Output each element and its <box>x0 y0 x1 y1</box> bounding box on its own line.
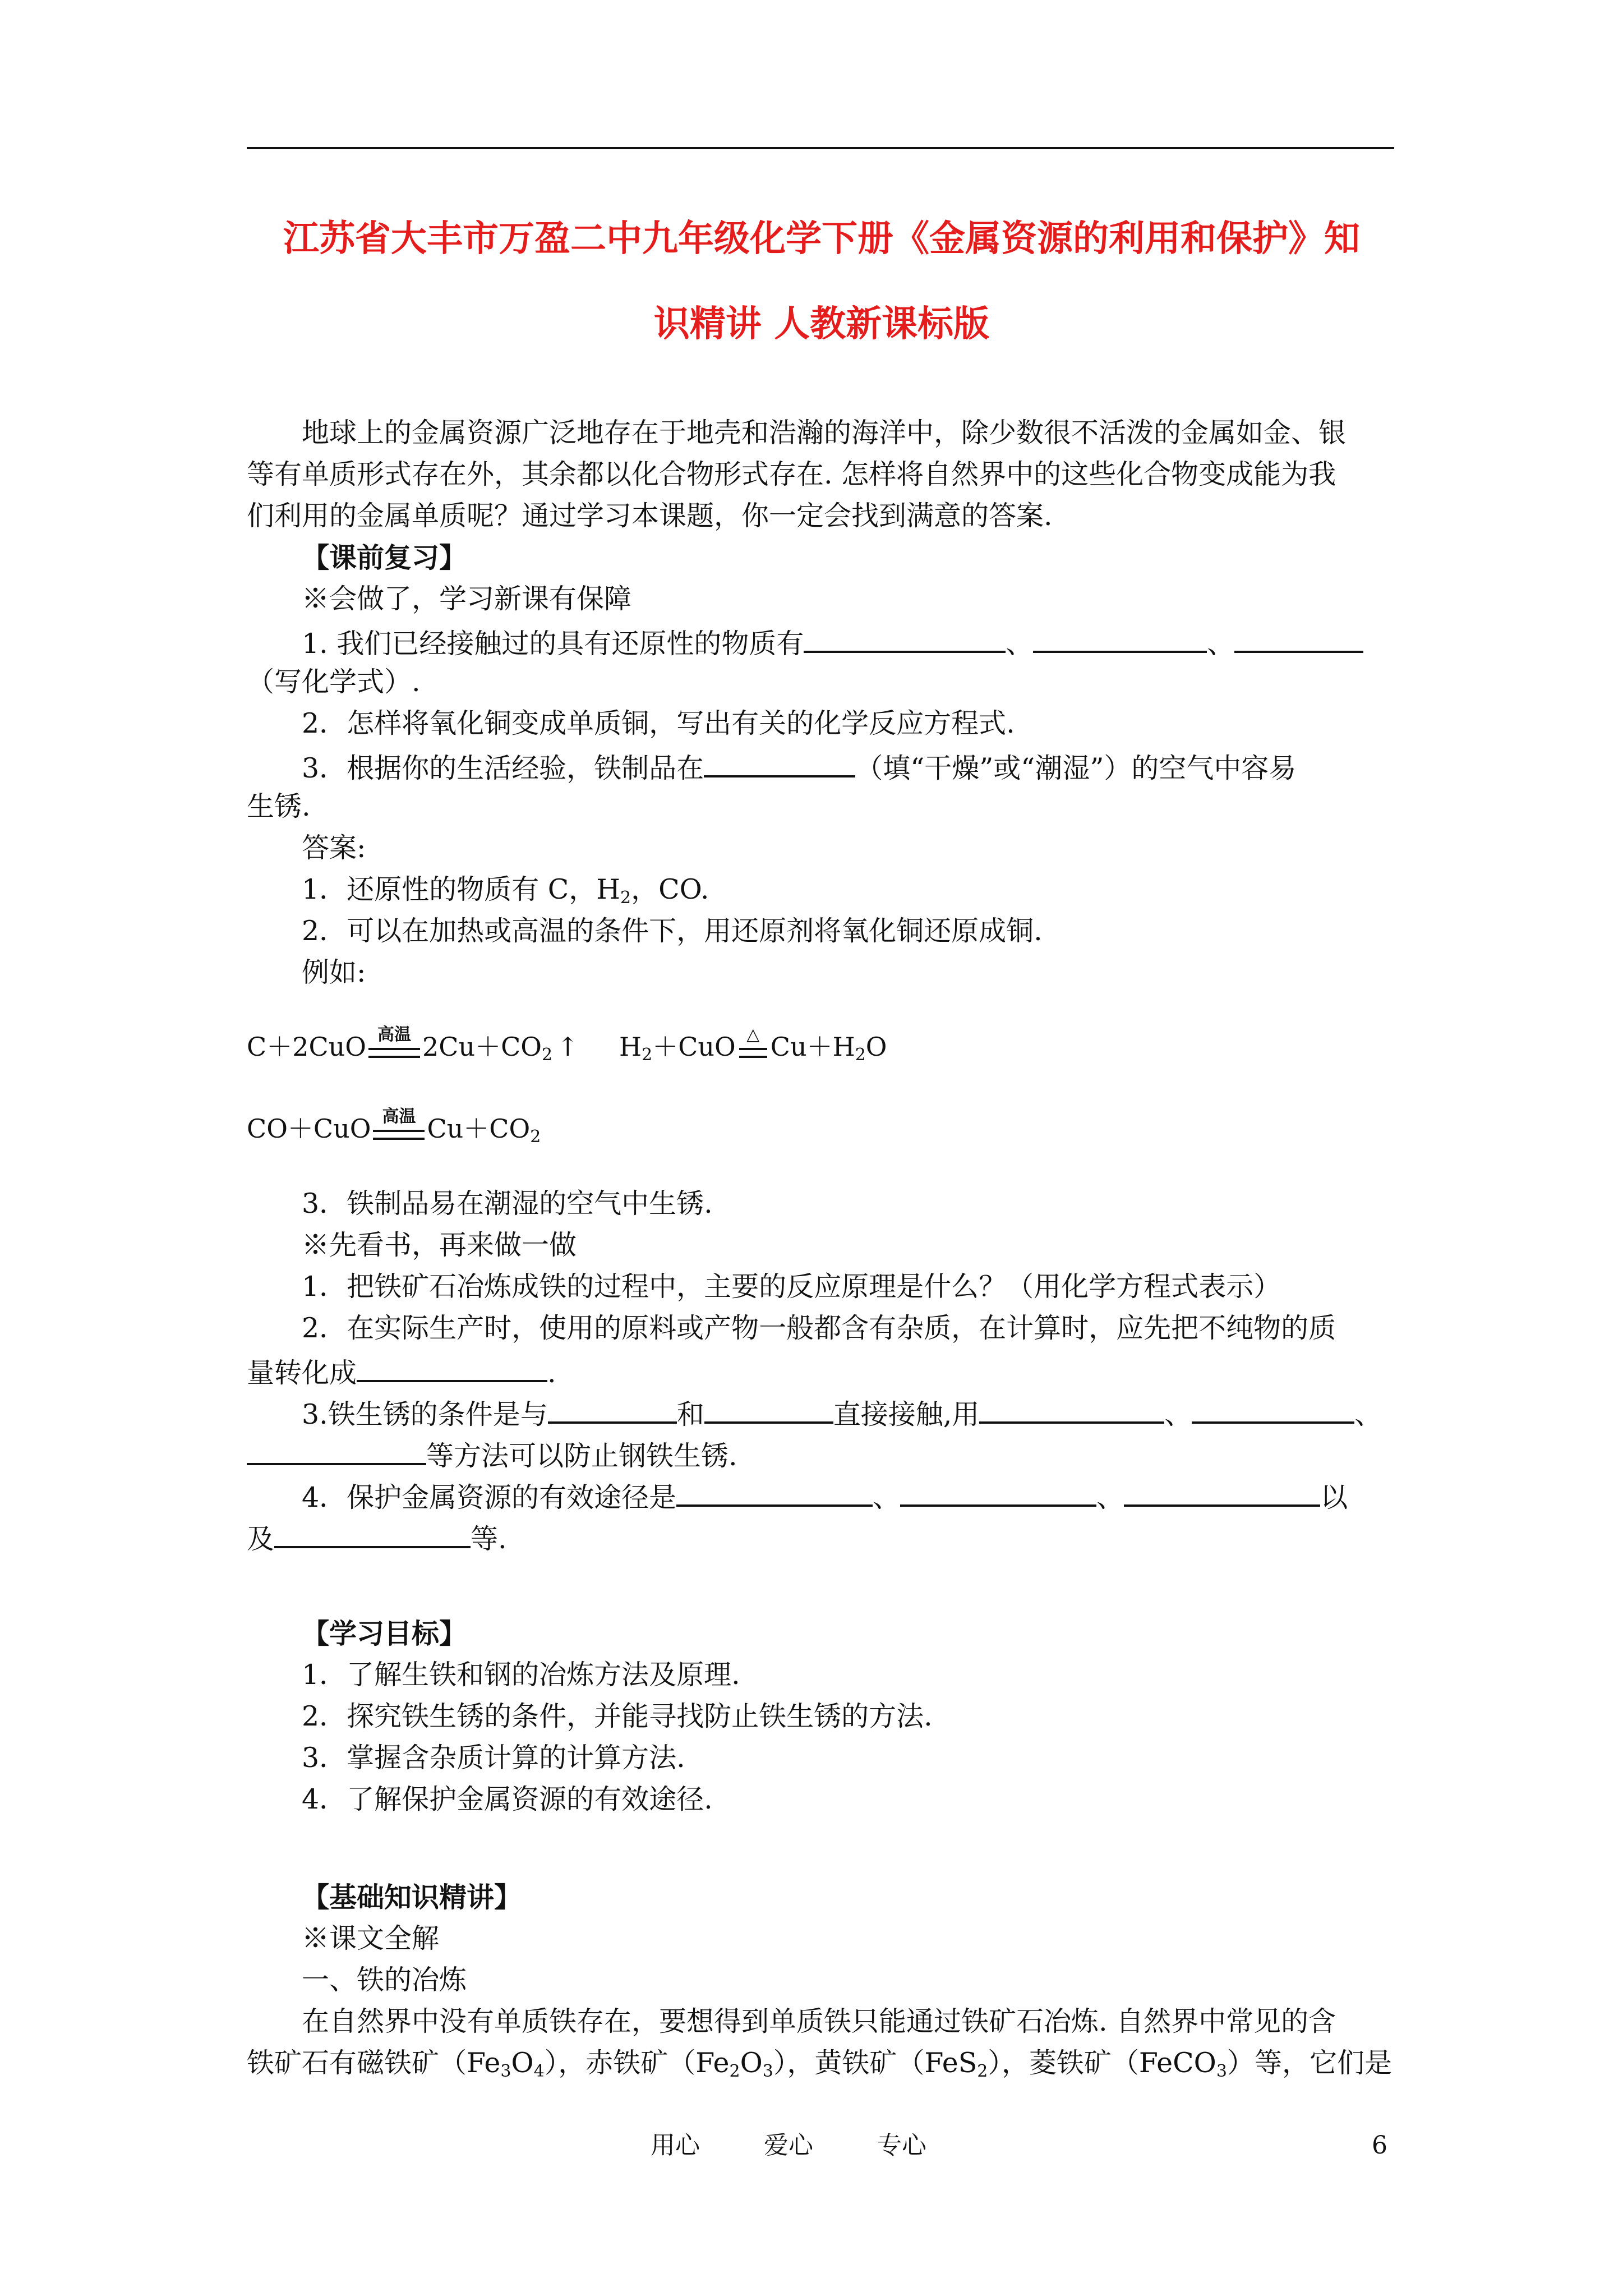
text-run: ），菱铁矿（FeCO <box>988 2047 1216 2079</box>
separator: 、 <box>1096 1481 1124 1513</box>
footer-slogan-2: 爱心 <box>764 2131 813 2160</box>
page-number: 6 <box>1372 2131 1387 2160</box>
subscript: 3 <box>1216 2062 1227 2081</box>
preread-question-2: 2．在实际生产时，使用的原料或产物一般都含有杂质，在计算时，应先把不纯物的质 <box>302 1312 1336 1344</box>
text-run: ），黄铁矿（FeS <box>773 2047 978 2079</box>
review-question-1-text: 1. 我们已经接触过的具有还原性的物质有 <box>302 628 804 660</box>
preread-question-3-end <box>247 1437 737 1472</box>
body-paragraph-line-1: 在自然界中没有单质铁存在，要想得到单质铁只能通过铁矿石冶炼. 自然界中常见的含 <box>302 2005 1336 2037</box>
section-heading: 一、铁的冶炼 <box>302 1964 467 1996</box>
text-run: ），赤铁矿（Fe <box>544 2047 730 2079</box>
answer-blank[interactable] <box>1192 1396 1354 1424</box>
separator: 、 <box>1207 628 1235 660</box>
preread-question-2-text: 量转化成 <box>247 1357 357 1389</box>
condition-heat <box>736 1025 771 1062</box>
answer-blank[interactable] <box>1234 625 1363 653</box>
document-title-line-1: 江苏省大丰市万盈二中九年级化学下册《金属资源的利用和保护》知 <box>283 218 1360 260</box>
equation-1 <box>247 1025 579 1065</box>
answer-blank[interactable] <box>804 625 1006 653</box>
preread-question-4-text-b: 以 <box>1320 1481 1348 1513</box>
preread-question-2-end <box>247 1354 556 1389</box>
equation-reactants: H <box>619 1032 642 1062</box>
review-heading: 【课前复习】 <box>302 541 467 574</box>
equation-3 <box>247 1107 541 1147</box>
example-label: 例如: <box>302 956 366 988</box>
answer-blank[interactable] <box>704 749 855 777</box>
intro-line-3: 们利用的金属单质呢？通过学习本课题，你一定会找到满意的答案. <box>247 500 1053 532</box>
footer-slogan-1: 用心 <box>651 2131 700 2160</box>
answer-blank[interactable] <box>1033 625 1207 653</box>
answer-1-text: 1．还原性的物质有 C，H <box>302 873 620 905</box>
objective-item: 4．了解保护金属资源的有效途径. <box>302 1783 713 1815</box>
condition-high-temp <box>371 1107 427 1144</box>
review-question-1-end: （写化学式）. <box>247 666 421 698</box>
subscript: 3 <box>762 2062 773 2081</box>
equation-reactants-b: ＋CuO <box>652 1032 736 1062</box>
preread-question-4-text-c: 及 <box>247 1523 275 1555</box>
objectives-heading: 【学习目标】 <box>302 1617 467 1650</box>
preread-question-3-text: 3.铁生锈的条件是与 <box>302 1398 548 1430</box>
equation-products: Cu＋CO <box>427 1114 531 1144</box>
equation-products: Cu＋H <box>770 1032 855 1062</box>
equation-reactants: C＋2CuO <box>247 1032 366 1062</box>
preread-question-4 <box>302 1479 1348 1513</box>
subscript: 2 <box>542 1045 553 1065</box>
equation-products-b: O <box>865 1032 887 1062</box>
review-note: ※会做了，学习新课有保障 <box>302 583 632 615</box>
subscript: 3 <box>500 2062 511 2081</box>
preread-question-4-end <box>247 1520 507 1555</box>
answer-blank[interactable] <box>1124 1479 1320 1507</box>
review-question-3-text-b: （填“干燥”或“潮湿”）的空气中容易 <box>855 752 1297 784</box>
review-question-2: 2．怎样将氧化铜变成单质铜，写出有关的化学反应方程式. <box>302 707 1015 739</box>
equals-sign <box>373 1130 425 1140</box>
heat-icon: △ <box>746 1025 760 1045</box>
text-run: 铁矿石有磁铁矿（Fe <box>247 2047 501 2079</box>
answer-2: 2．可以在加热或高温的条件下，用还原剂将氧化铜还原成铜. <box>302 915 1043 947</box>
separator: 、 <box>873 1481 901 1513</box>
subscript: 4 <box>533 2062 545 2081</box>
footer-slogan-3: 专心 <box>877 2131 926 2160</box>
answer-blank[interactable] <box>274 1520 471 1548</box>
period: . <box>547 1357 556 1389</box>
text-run: O <box>511 2047 534 2079</box>
condition-label: 高温 <box>382 1107 416 1126</box>
preread-note: ※先看书，再来做一做 <box>302 1229 577 1261</box>
separator: 、 <box>1164 1398 1192 1430</box>
review-question-1 <box>302 625 1363 660</box>
separator: 、 <box>1006 628 1034 660</box>
subscript: 2 <box>620 888 631 908</box>
objective-item: 2．探究铁生锈的条件，并能寻找防止铁生锈的方法. <box>302 1700 933 1732</box>
separator: 、 <box>1354 1398 1382 1430</box>
objective-item: 1．了解生铁和钢的冶炼方法及原理. <box>302 1659 740 1691</box>
answer-blank[interactable] <box>676 1479 873 1507</box>
subscript: 2 <box>729 2062 740 2081</box>
review-question-3-text: 3．根据你的生活经验，铁制品在 <box>302 752 704 784</box>
preread-question-4-text-d: 等. <box>471 1523 507 1555</box>
review-question-3 <box>302 749 1296 784</box>
equation-products: 2Cu＋CO <box>422 1032 542 1062</box>
equals-sign <box>739 1048 767 1058</box>
text-run: O <box>740 2047 763 2079</box>
answer-blank[interactable] <box>357 1354 547 1382</box>
text-run: ）等，它们是 <box>1227 2047 1392 2079</box>
answer-blank[interactable] <box>247 1437 426 1465</box>
subscript: 2 <box>977 2062 988 2081</box>
preread-question-4-text: 4．保护金属资源的有效途径是 <box>302 1481 677 1513</box>
preread-question-1: 1．把铁矿石冶炼成铁的过程中，主要的反应原理是什么？（用化学方程式表示） <box>302 1271 1281 1303</box>
condition-high-temp <box>366 1025 422 1062</box>
basics-note: ※课文全解 <box>302 1922 440 1954</box>
objective-item: 3．掌握含杂质计算的计算方法. <box>302 1742 685 1774</box>
intro-line-2: 等有单质形式存在外，其余都以化合物形式存在. 怎样将自然界中的这些化合物变成能为我 <box>247 458 1336 490</box>
answer-1 <box>302 873 709 908</box>
answer-blank[interactable] <box>548 1396 677 1424</box>
preread-question-3 <box>302 1396 1382 1430</box>
preread-question-3-text-b: 直接接触,用 <box>833 1398 980 1430</box>
basics-heading: 【基础知识精讲】 <box>302 1881 522 1913</box>
body-paragraph-line-2 <box>247 2047 1392 2079</box>
subscript: 2 <box>530 1127 541 1147</box>
answer-label: 答案: <box>302 832 366 864</box>
preread-question-3-text-c: 等方法可以防止钢铁生锈. <box>426 1440 737 1472</box>
answer-1-text-b: ，CO. <box>631 873 709 905</box>
answer-blank[interactable] <box>704 1396 833 1424</box>
gas-arrow-icon: ↑ <box>557 1032 579 1062</box>
answer-blank[interactable] <box>979 1396 1164 1424</box>
condition-label: 高温 <box>377 1025 411 1045</box>
subscript: 2 <box>642 1045 653 1065</box>
equals-sign <box>368 1048 420 1058</box>
answer-3: 3．铁制品易在潮湿的空气中生锈. <box>302 1188 713 1220</box>
equation-2 <box>619 1025 887 1065</box>
document-title-line-2: 识精讲 人教新课标版 <box>653 303 990 345</box>
intro-line-1: 地球上的金属资源广泛地存在于地壳和浩瀚的海洋中，除少数很不活泼的金属如金、银 <box>302 417 1347 449</box>
equation-reactants: CO＋CuO <box>247 1114 371 1144</box>
subscript: 2 <box>855 1045 866 1065</box>
answer-blank[interactable] <box>900 1479 1096 1507</box>
header-rule <box>247 147 1394 149</box>
conjunction: 和 <box>676 1398 704 1430</box>
review-question-3-end: 生锈. <box>247 790 311 822</box>
